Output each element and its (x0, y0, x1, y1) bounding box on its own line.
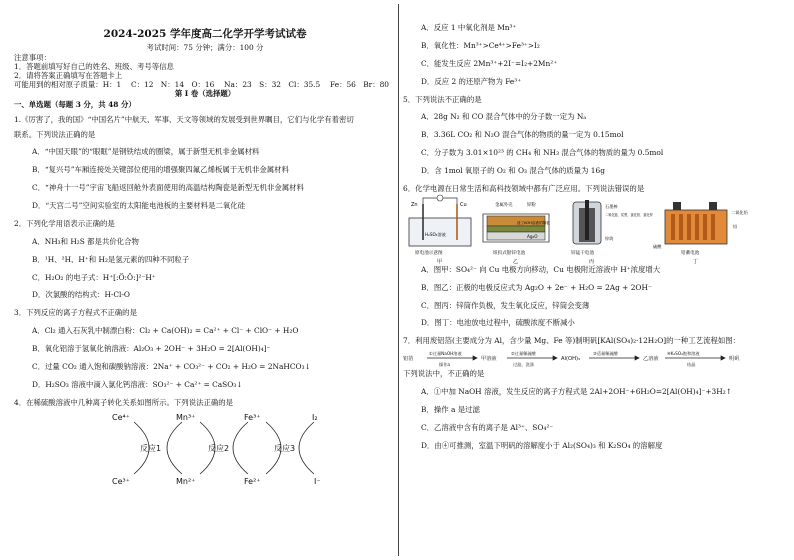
q5-option-d: D．含 1mol 氧原子的 O₂ 和 O₃ 混合气体的质量为 16g (421, 166, 605, 175)
fig-separator-label: 浸了KOH溶液的隔板 (517, 220, 550, 225)
figure-dry-cell (571, 200, 654, 265)
q1-option-b: B．“复兴号”车厢连接处关键部位使用的增强聚四氟乙烯板属于无机非金属材料 (32, 165, 289, 175)
q4-option-a: A．反应 1 中氧化剂是 Mn³⁺ (421, 23, 517, 32)
fig-cu-label: Cu (460, 201, 467, 208)
q3-option-a: A．Cl₂ 通入石灰乳中制漂白粉：Cl₂ + Ca(OH)₂ = Ca²⁺ + Cl⁻ + ClO⁻ + H₂O (32, 326, 299, 336)
q5-option-b: B．3.36L CO₂ 和 N₂O 混合气体的物质的量一定为 0.15mol (421, 130, 624, 140)
q4-option-c: C．能发生反应 2Mn³⁺+2I⁻=I₂+2Mn²⁺ (421, 58, 558, 68)
notice-1: 1．答题前填写好自己的姓名、班级、考号等信息 (14, 62, 174, 72)
q1-option-c: C．“神舟十一号”宇宙飞船返回舱外表面使用的高温结构陶瓷是新型无机非金属材料 (32, 183, 304, 193)
cycle-label-ce3: Ce³⁺ (112, 476, 130, 486)
q4-option-d: D．反应 2 的还原产物为 Fe³⁺ (421, 76, 522, 86)
exam-title: 2024-2025 学年度高二化学开学考试试卷 (103, 28, 307, 40)
q7-subtitle: 下列说法中，不正确的是 (403, 369, 485, 379)
fig-graphite-label: 石墨棒 (605, 203, 618, 209)
flow-crystallize: 结晶 (687, 362, 696, 368)
q7-stem: 7．利用废铝箔(主要成分为 Al，含少量 Mg、Fe 等)制明矾[KAl(SO₄)₂·12H₂O]的一种工艺流程如图： (403, 336, 741, 346)
flow-foil: 铝箔 (403, 356, 414, 363)
q1-stem-1: 1.《厉害了，我的国》“中国名片”中航天、军事、天文等领域的发展受到世界瞩目，它们与化学有着密切 (14, 114, 354, 124)
q2-option-a: A．NH₃和 H₂S 都是共价化合物 (32, 236, 139, 246)
q2-option-c: C．H₂O₂ 的电子式：H⁺[:Ö:Ö:]²⁻H⁺ (32, 272, 156, 282)
fig-shell-label: 金属外壳 (495, 202, 513, 208)
cycle-label-r3: 反应3 (274, 443, 296, 453)
q2-option-b: B．¹H、²H、H⁺和 H₂是氢元素的四种不同粒子 (32, 254, 190, 264)
q5-option-c: C．分子数为 3.01×10²³ 的 CH₄ 和 NH₃ 混合气体的物质的量为 0.5mol (421, 148, 664, 158)
notice-title: 注意事项： (14, 53, 51, 63)
q1-stem-2: 联系。下列说法正确的是 (14, 129, 96, 139)
cycle-label-mn2: Mn²⁺ (176, 476, 196, 486)
fig-pb-label: 铅 (733, 223, 738, 229)
q3-option-c: C．过量 CO₂ 通入饱和碳酸钠溶液：2Na⁺ + CO₃²⁻ + CO₂ + H₂O = 2NaHCO₃↓ (32, 361, 311, 371)
fig-ag2o-label: Ag₂O (527, 233, 538, 239)
fig-label-bing: 丙 (589, 258, 595, 265)
alum-process-flow (403, 346, 781, 370)
fig-zinc-can-label: 锌筒 (605, 235, 614, 241)
q6-option-b: B．图乙：正极的电极反应式为 Ag₂O + 2e⁻ + H₂O = 2Ag + 2OH⁻ (421, 282, 652, 292)
flow-filter-wash: 过滤、洗涤 (513, 362, 534, 368)
cycle-label-ce4: Ce⁴⁺ (112, 412, 130, 422)
figure-galvanic-cell (409, 195, 471, 265)
notice-2: 2．请将答案正确填写在答题卡上 (14, 71, 123, 81)
q7-option-b: B．操作 a 是过滤 (421, 404, 480, 414)
q7-option-d: D．由④可推测，室温下明矾的溶解度小于 Al₂(SO₄)₃ 和 K₂SO₄ 的溶解度 (421, 440, 663, 450)
cycle-label-r2: 反应2 (208, 443, 230, 453)
q4-stem: 4．在稀硫酸溶液中几种离子转化关系如图所示。下列说法正确的是 (14, 397, 234, 407)
cycle-label-i-: I⁻ (314, 476, 321, 486)
cycle-label-mn3: Mn³⁺ (176, 412, 196, 422)
right-column (403, 0, 781, 560)
fig-acid-label: 硫酸 (653, 243, 662, 249)
flow-aloh3: Al(OH)₃ (561, 356, 581, 363)
flow-solution-yi: 乙溶液 (643, 356, 659, 363)
fig-caption-yi: 纽扣式银锌电池 (493, 250, 526, 256)
fig-paste-label: 二氧化锰、炭黑、氯化铵、氯化锌 (605, 212, 653, 217)
section-title: 一、单选题（每题 3 分，共 48 分） (14, 99, 136, 109)
q2-option-d: D．次氯酸的结构式：H-Cl-O (32, 290, 130, 300)
fig-label-yi: 乙 (513, 258, 519, 265)
fig-pbo2-label: 二氧化铅 (731, 209, 748, 215)
exam-info: 考试时间：75 分钟；满分：100 分 (146, 42, 264, 52)
fig-zn-label: Zn (411, 201, 418, 208)
q3-option-d: D．H₂SO₃ 溶液中滴入氯化钙溶液：SO₃²⁻ + Ca²⁺ = CaSO₃↓ (32, 379, 243, 389)
figure-lead-acid (653, 202, 748, 265)
flow-step1: ①过量NaOH溶液 (429, 351, 462, 357)
q6-option-d: D．图丁：电池放电过程中，硫酸浓度不断减小 (421, 318, 575, 328)
fig-caption-ding: 铅蓄电池 (681, 250, 700, 256)
cycle-label-fe3: Fe³⁺ (244, 412, 261, 422)
fig-label-ding: 丁 (693, 258, 699, 265)
q7-option-c: C．乙溶液中含有的离子是 Al³⁺、SO₄²⁻ (421, 422, 554, 432)
q4-option-b: B．氧化性：Mn³⁺>Ce⁴⁺>Fe³⁺>I₂ (421, 40, 540, 50)
q6-option-a: A．图甲：SO₄²⁻ 向 Cu 电极方向移动，Cu 电极附近溶液中 H⁺浓度增大 (421, 264, 661, 274)
fig-label-jia: 甲 (437, 258, 443, 265)
q3-stem: 3．下列反应的离子方程式不正确的是 (14, 308, 137, 318)
fig-caption-jia: 原电池示意图 (415, 250, 443, 256)
flow-step2: ②过量稀硫酸 (511, 351, 536, 357)
cycle-label-fe2: Fe²⁺ (244, 476, 261, 486)
fig-caption-bing: 锌锰干电池 (571, 250, 594, 256)
cycle-label-r1: 反应1 (140, 443, 162, 453)
flow-solution-jia: 甲溶液 (481, 356, 497, 363)
left-column (14, 0, 396, 560)
battery-figures (403, 194, 781, 266)
flow-step4: ④K₂SO₄饱和溶液 (667, 351, 700, 357)
q2-stem: 2．下列化学用语表示正确的是 (14, 218, 115, 228)
volume-title: 第 I 卷（选择题） (174, 88, 236, 98)
atomic-masses: 可能用到的相对原子质量：H：1 C：12 N：14 O：16 Na：23 S：32 Cl：35.5 Fe：56 Br：80 (14, 80, 390, 90)
column-divider (398, 4, 399, 556)
q5-stem: 5．下列说法不正确的是 (403, 94, 482, 104)
flow-step3: ③适量稀硫酸 (593, 351, 618, 357)
q1-option-a: A．“中国天眼”的“眼眶”是钢铁结成的圈梁，属于新型无机非金属材料 (32, 147, 260, 157)
fig-h2so4-label: H₂SO₄溶液 (425, 231, 446, 237)
flow-op-a: 操作a (439, 362, 450, 368)
q6-stem: 6．化学电源在日常生活和高科技领域中都有广泛应用。下列说法错误的是 (403, 183, 645, 193)
redox-cycle-diagram (104, 408, 364, 488)
q6-option-c: C．图丙：锌筒作负极，发生氧化反应，锌筒会变薄 (421, 300, 590, 310)
q3-option-b: B．氧化铝溶于氢氧化钠溶液：Al₂O₃ + 2OH⁻ + 3H₂O = 2[Al(OH)₄]⁻ (32, 344, 271, 354)
q5-option-a: A．28g N₂ 和 CO 混合气体中的分子数一定为 Nₐ (421, 112, 587, 122)
q1-option-d: D．“天宫二号”空间实验室的太阳能电池板的主要材料是二氧化硅 (32, 201, 246, 211)
q7-option-a: A．①中加 NaOH 溶液，发生反应的离子方程式是 2Al+2OH⁻+6H₂O=2[Al(OH)₄]⁻+3H₂↑ (421, 387, 732, 396)
fig-zinc-powder-label: 锌粉 (527, 202, 536, 208)
figure-button-cell (483, 201, 550, 265)
cycle-label-i2: I₂ (312, 412, 318, 422)
flow-alum: 明矾 (729, 356, 740, 363)
